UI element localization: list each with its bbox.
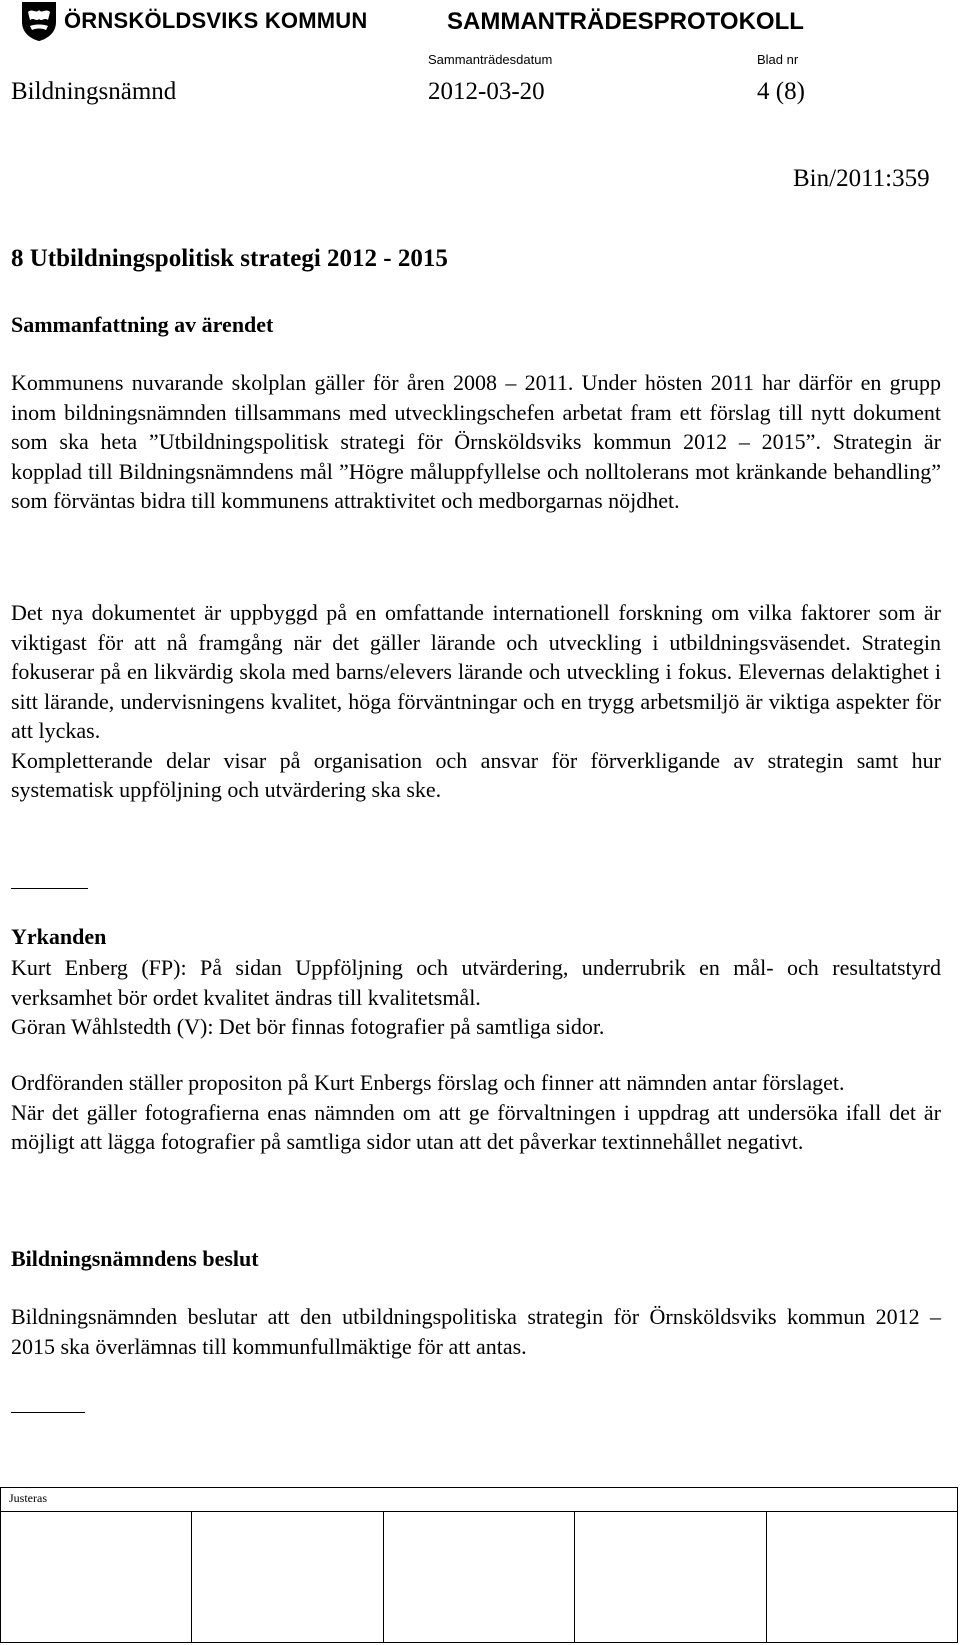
date-label: Sammanträdesdatum: [428, 52, 553, 67]
summary-heading: Sammanfattning av ärendet: [11, 312, 274, 337]
chair-proposition: Ordföranden ställer propositon på Kurt Enbergs förslag och finner att nämnden antar förslaget.: [11, 1070, 845, 1095]
justeras-label: Justeras: [9, 1491, 47, 1505]
signature-table: [0, 1487, 958, 1643]
signature-box-4: [575, 1512, 766, 1643]
coat-of-arms-icon: [20, 0, 58, 42]
summary-text-3: Kompletterande delar visar på organisation och ansvar för förverkligande av strategin samt hur systematisk uppföljning och utvärdering ska ske.: [11, 747, 941, 802]
proposal-kurt-enberg: Kurt Enberg (FP): På sidan Uppföljning och utvärdering, underrubrik en mål- och resultatstyrd verksamhet bör ordet kvalitet ändras till kvalitetsmål.: [11, 955, 941, 1010]
summary-text-2: Det nya dokumentet är uppbyggd på en omfattande internationell forskning om vilka faktorer som är viktigast för att nå framgång när det gäller lärande och utveckling i utbildningsväsendet. Strategin fokuserar på en likvärdig skola med barns/elevers lärande och utveckling i fokus. Elevernas delaktighet i sitt lärande, undervisningens kvalitet, höga förväntningar och en trygg arbetsmiljö är viktiga aspekter för att lyckas.: [11, 600, 941, 743]
proposals-heading: Yrkanden: [11, 924, 107, 949]
decision-paragraph: [11, 1302, 941, 1361]
section-divider: [11, 888, 88, 889]
signature-box-1: [1, 1512, 192, 1643]
organization-name: ÖRNSKÖLDSVIKS KOMMUN: [64, 8, 368, 33]
end-divider: [11, 1412, 85, 1413]
decision-heading: Bildningsnämndens beslut: [11, 1246, 259, 1271]
proposal-goran-wahlstedth: Göran Wåhlstedth (V): Det bör finnas fotografier på samtliga sidor.: [11, 1014, 605, 1039]
signature-box-3: [383, 1512, 574, 1643]
summary-text-1: Kommunens nuvarande skolplan gäller för åren 2008 – 2011. Under hösten 2011 har därför en grupp inom bildningsnämnden tillsammans med utvecklingschefen arbetat fram ett förslag till nytt dokument som ska heta ”Utbildningspolitisk strategi för Örnsköldsviks kommun 2012 – 2015”. Strategin är kopplad till Bildningsnämndens mål ”Högre måluppfyllelse och nolltolerans mot kränkande behandling” som förväntas bidra till kommunens attraktivitet och medborgarnas nöjdhet.: [11, 370, 941, 513]
signature-box-5: [766, 1512, 957, 1643]
summary-paragraph-1: [11, 368, 941, 516]
summary-paragraph-2: [11, 598, 941, 805]
meeting-date: 2012-03-20: [428, 78, 545, 105]
page-number: 4 (8): [757, 78, 805, 105]
page-label: Blad nr: [757, 52, 799, 67]
justeras-cell: [1, 1488, 958, 1512]
photographs-note: När det gäller fotografierna enas nämnden om att ge förvaltningen i uppdrag att undersöka ifall det är möjligt att lägga fotografier på samtliga sidor utan att det påverkar textinnehållet negativt.: [11, 1099, 941, 1154]
item-title: 8 Utbildningspolitisk strategi 2012 - 2015: [11, 245, 448, 272]
case-reference: Bin/2011:359: [793, 165, 930, 192]
signature-box-2: [192, 1512, 383, 1643]
document-type: SAMMANTRÄDESPROTOKOLL: [447, 8, 804, 35]
proposals-block-1: [11, 953, 941, 1042]
committee-name: Bildningsnämnd: [11, 78, 177, 105]
decision-text: Bildningsnämnden beslutar att den utbildningspolitiska strategin för Örnsköldsviks kommun 2012 – 2015 ska överlämnas till kommunfullmäktige för att antas.: [11, 1304, 941, 1359]
proposals-block-2: [11, 1068, 941, 1157]
